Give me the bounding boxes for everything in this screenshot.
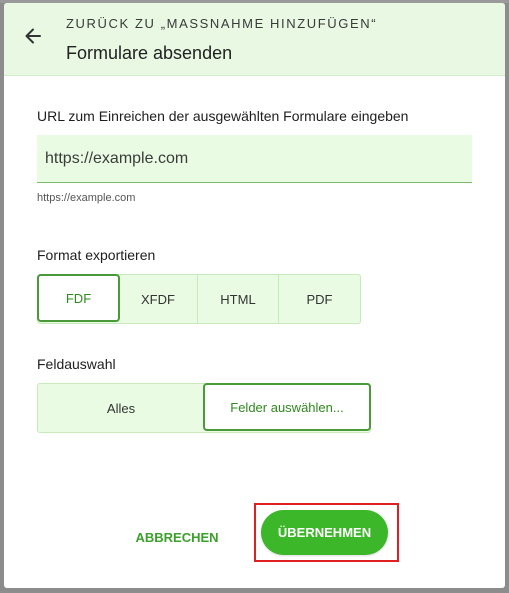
apply-button[interactable]: ÜBERNEHMEN bbox=[261, 510, 388, 555]
field-selection-label: Feldauswahl bbox=[37, 356, 116, 372]
format-label: Format exportieren bbox=[37, 247, 156, 263]
format-option-fdf[interactable]: FDF bbox=[37, 274, 120, 322]
dialog-title: Formulare absenden bbox=[66, 43, 233, 63]
field-option-all[interactable]: Alles bbox=[106, 400, 136, 416]
url-input[interactable]: https://example.com bbox=[37, 135, 472, 183]
cancel-button[interactable]: ABBRECHEN bbox=[135, 529, 219, 545]
field-selection-selector bbox=[37, 383, 371, 433]
dialog-header bbox=[4, 3, 505, 76]
back-link-label[interactable]: ZURÜCK ZU „MASSNAHME HINZUFÜGEN“ bbox=[66, 16, 378, 31]
submit-forms-dialog bbox=[4, 3, 505, 588]
arrow-left-icon bbox=[23, 26, 43, 51]
format-option-xfdf[interactable]: XFDF bbox=[119, 275, 198, 323]
format-option-html[interactable]: HTML bbox=[198, 275, 279, 323]
url-label: URL zum Einreichen der ausgewählten Formulare eingeben bbox=[37, 108, 409, 124]
url-hint: https://example.com bbox=[37, 192, 136, 204]
back-button[interactable] bbox=[20, 25, 46, 51]
format-selector bbox=[37, 274, 361, 324]
format-option-pdf[interactable]: PDF bbox=[306, 291, 333, 307]
field-option-select[interactable]: Felder auswählen... bbox=[203, 383, 371, 431]
